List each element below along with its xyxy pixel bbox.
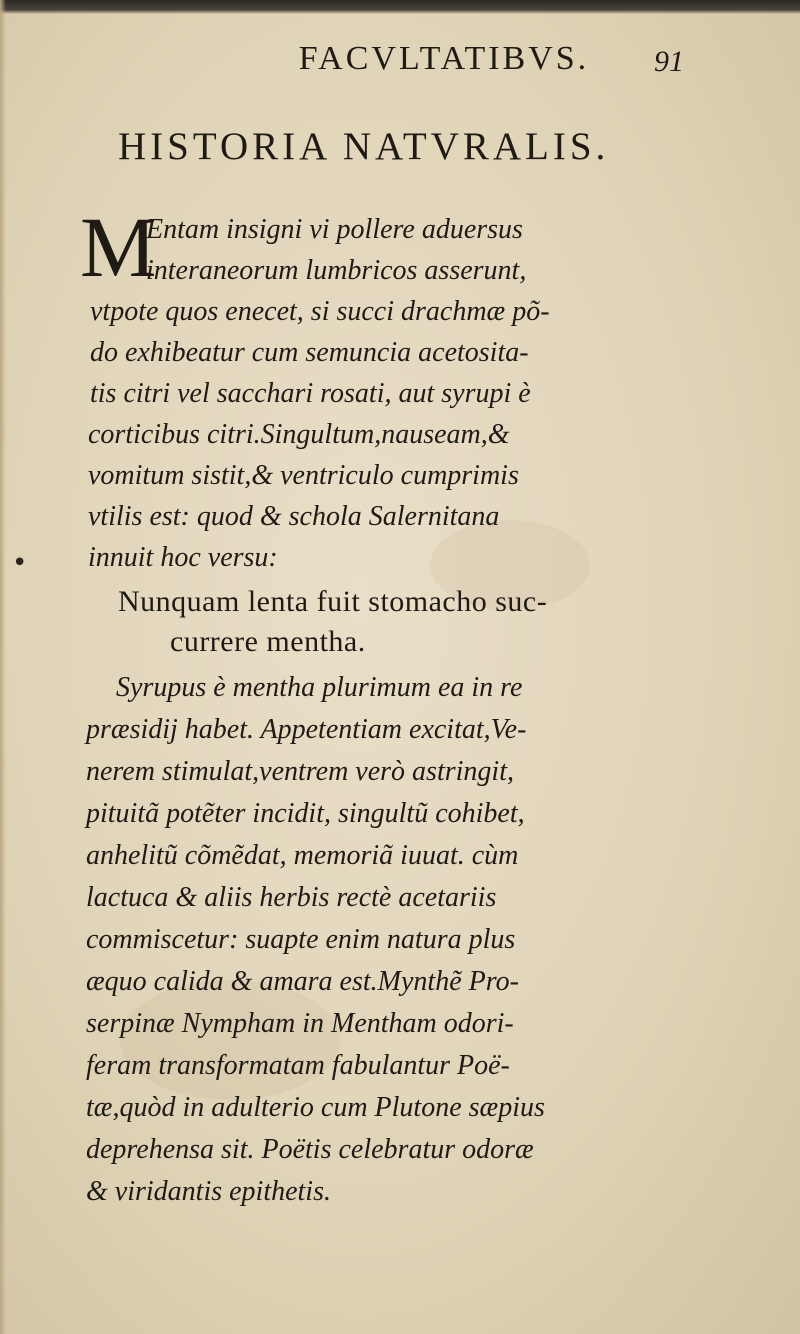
text-line: feram transformatam fabulantur Poë- <box>86 1050 510 1081</box>
text-line: anhelitũ cõmẽdat, memoriã iuuat. cùm <box>86 840 519 871</box>
verse-line: currere mentha. <box>170 625 366 658</box>
text-line: Syrupus è mentha plurimum ea in re <box>116 672 523 703</box>
page-top-shadow <box>0 0 800 14</box>
drop-capital: M <box>80 199 157 295</box>
text-line: deprehensa sit. Poëtis celebratur odoræ <box>86 1134 534 1165</box>
verse-line: Nunquam lenta fuit stomacho suc- <box>118 585 548 618</box>
text-line: tæ,quòd in adulterio cum Plutone sæpius <box>86 1092 545 1123</box>
page-left-edge <box>0 0 6 1334</box>
text-line: lactuca & aliis herbis rectè acetariis <box>86 882 497 913</box>
text-line: æquo calida & amara est.Mynthẽ Pro- <box>86 966 519 997</box>
text-line: Entam insigni vi pollere aduersus <box>146 214 523 245</box>
text-line: nerem stimulat,ventrem verò astringit, <box>86 756 514 787</box>
text-line: do exhibeatur cum semuncia acetosita- <box>90 337 529 368</box>
page-number: 91 <box>654 45 684 78</box>
text-line: innuit hoc versu: <box>88 542 278 573</box>
text-line: commiscetur: suapte enim natura plus <box>86 924 516 955</box>
running-head: FACVLTATIBVS. <box>298 40 590 77</box>
section-title: HISTORIA NATVRALIS. <box>118 125 610 168</box>
text-line: corticibus citri.Singultum,nauseam,& <box>88 419 510 450</box>
text-line: vomitum sistit,& ventriculo cumprimis <box>88 460 519 491</box>
text-line: vtpote quos enecet, si succi drachmæ põ- <box>90 296 550 327</box>
text-line: & viridantis epithetis. <box>86 1176 331 1207</box>
text-line: interaneorum lumbricos asserunt, <box>146 255 527 286</box>
text-line: tis citri vel sacchari rosati, aut syrupi è <box>90 378 531 409</box>
text-line: pituitã potẽter incidit, singultũ cohibet, <box>86 798 525 829</box>
text-line: serpinæ Nympham in Mentham odori- <box>86 1008 514 1039</box>
margin-bullet-mark: • <box>12 548 28 578</box>
text-line: præsidij habet. Appetentiam excitat,Ve- <box>86 714 527 745</box>
text-line: vtilis est: quod & schola Salernitana <box>88 501 500 532</box>
